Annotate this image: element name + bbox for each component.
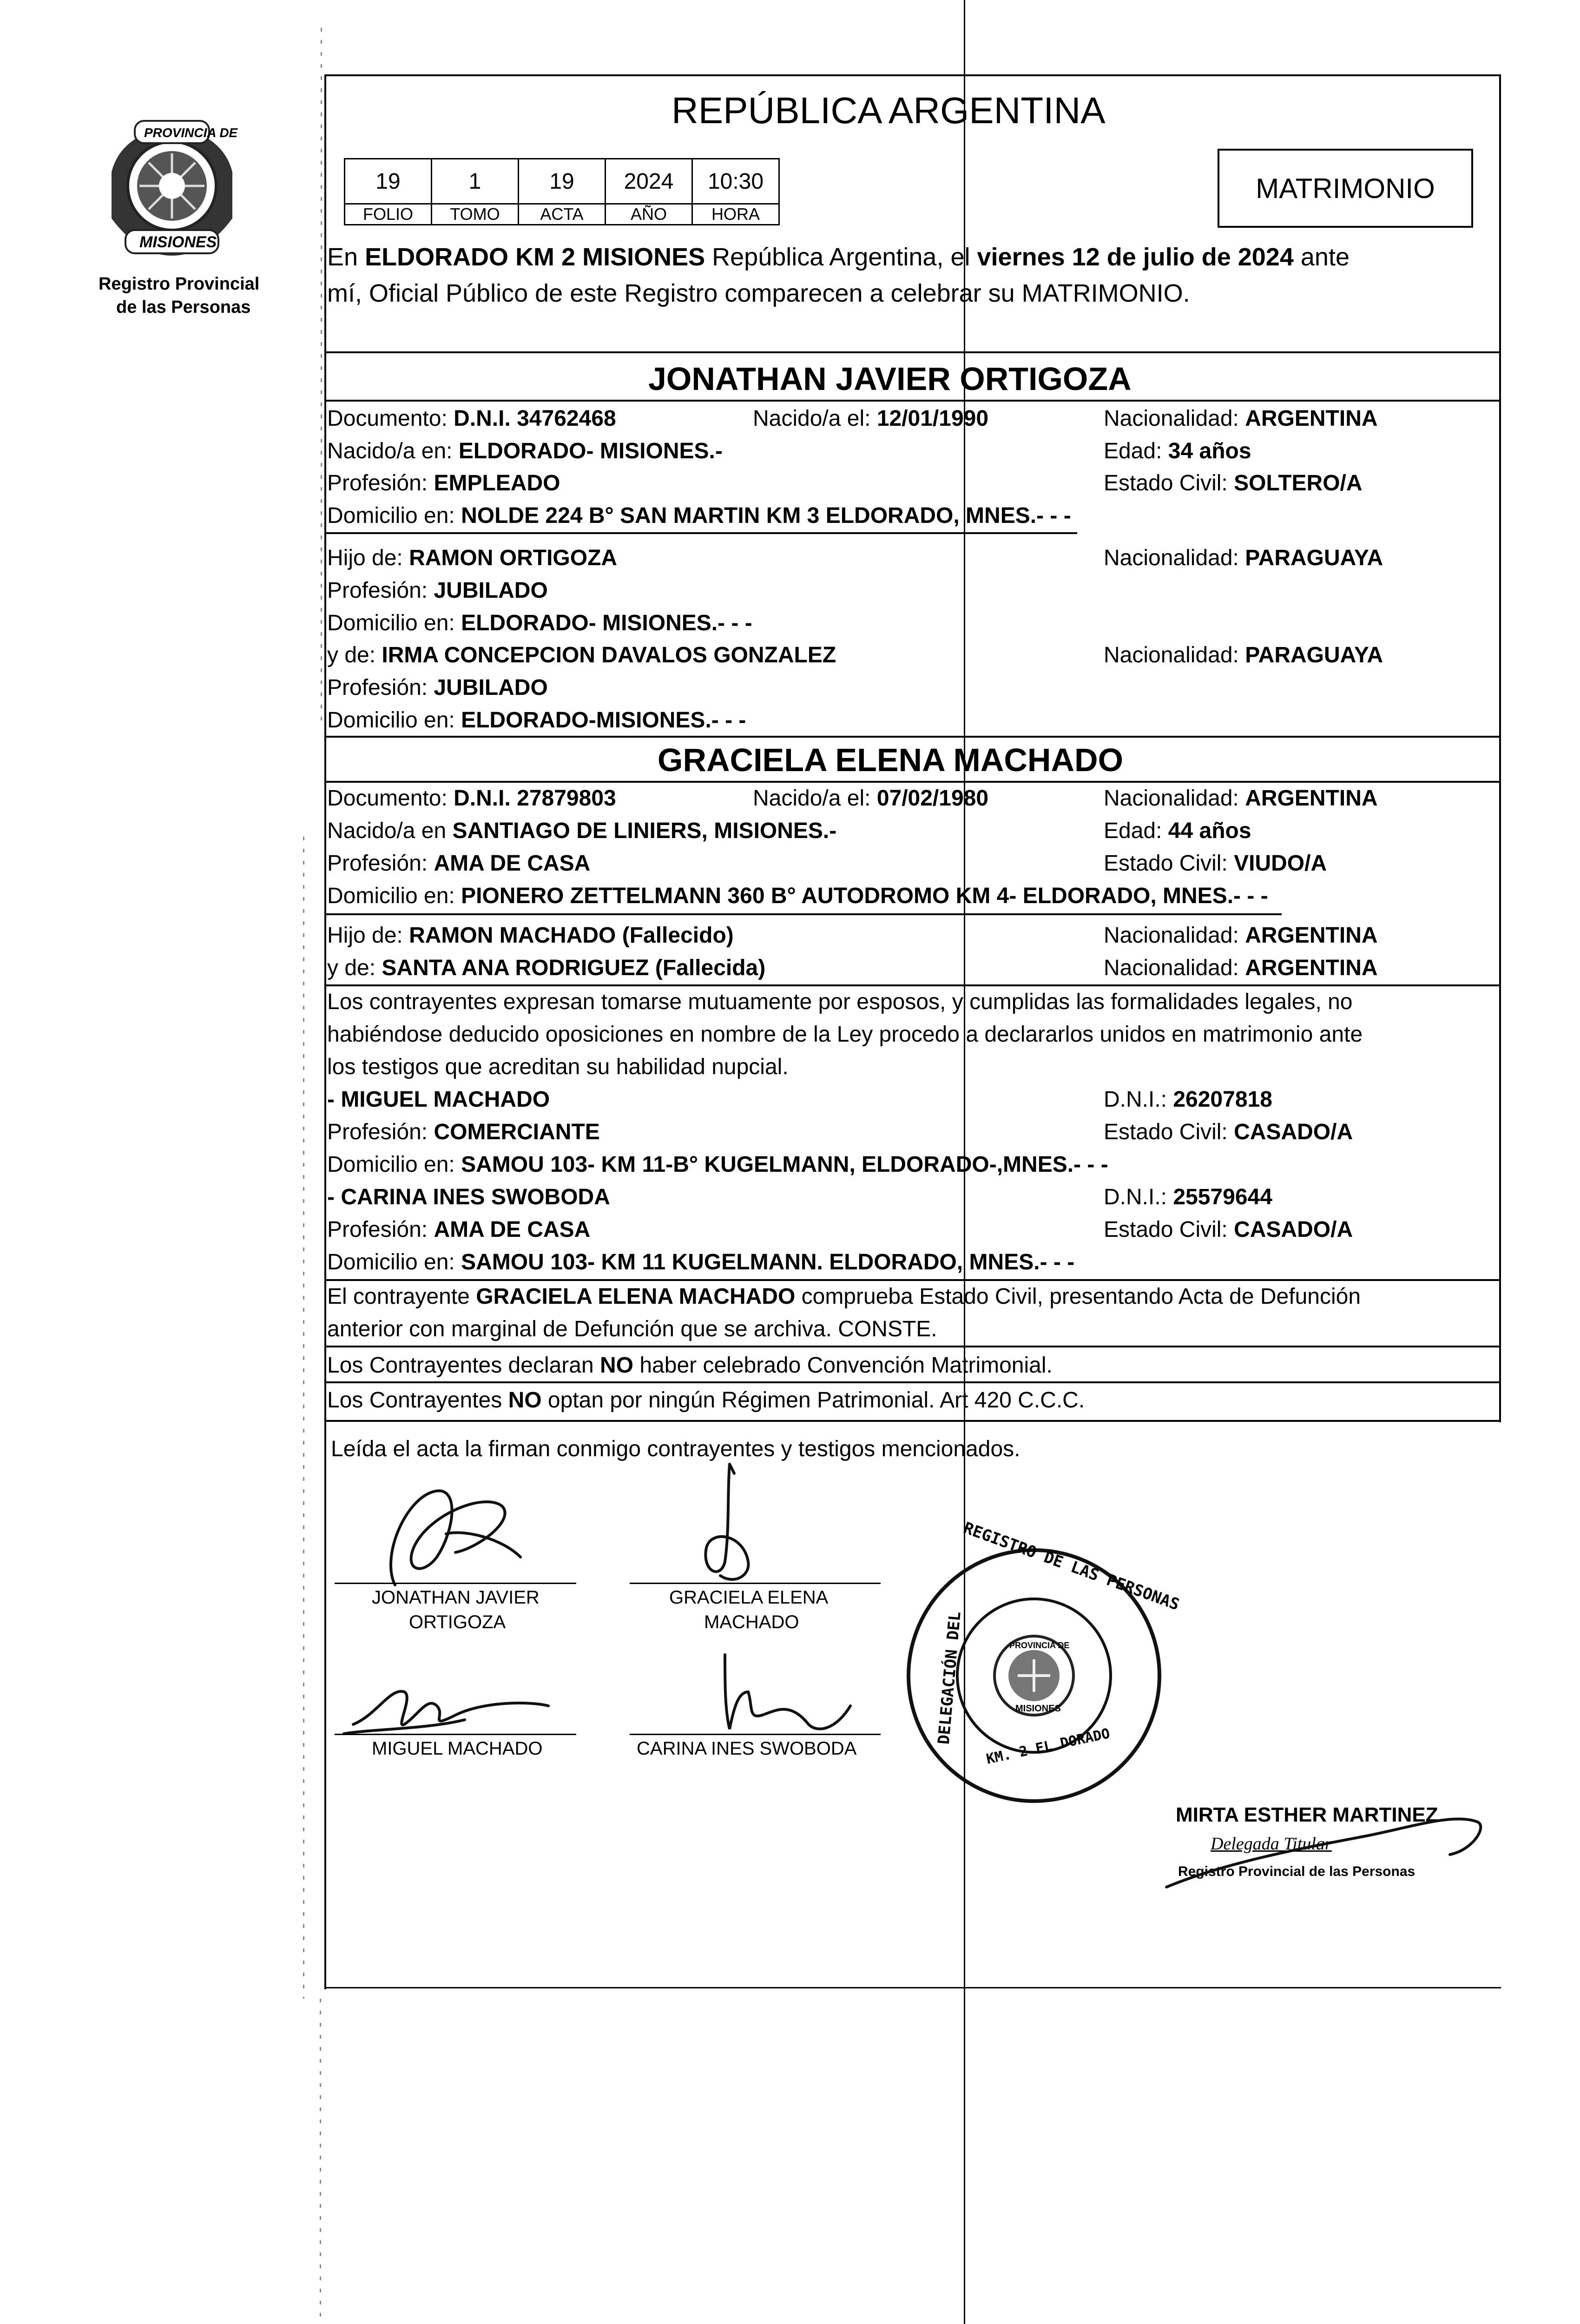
seal-ring-bottom: KM. 2 EL DORADO <box>985 1725 1112 1768</box>
bride-name: GRACIELA ELENA MACHADO <box>658 742 1124 778</box>
record-type-box: MATRIMONIO <box>1218 149 1473 228</box>
regime-line-1: Los Contrayentes declaran NO haber celebrado Convención Matrimonial. <box>327 1353 1053 1378</box>
groom-civil-row: Estado Civil: SOLTERO/A <box>1104 471 1363 495</box>
bride-nationality: ARGENTINA <box>1245 786 1378 811</box>
witness1-civil-row: Estado Civil: CASADO/A <box>1104 1120 1353 1144</box>
regime-no-1: NO <box>600 1353 634 1378</box>
seal-center-top: PROVINCIA DE <box>1009 1641 1070 1650</box>
groom-domicile-rule <box>324 532 1077 534</box>
bride-profession-row: Profesión: AMA DE CASA <box>327 851 591 876</box>
groom-father-name: RAMON ORTIGOZA <box>409 546 618 570</box>
bride-domicile: PIONERO ZETTELMANN 360 B° AUTODROMO KM 4- ELDORADO, MNES.- - - <box>461 884 1268 908</box>
intro-text-3: ante <box>1293 243 1350 271</box>
civil-note-name: GRACIELA ELENA MACHADO <box>476 1284 796 1309</box>
bride-age-row: Edad: 44 años <box>1104 819 1251 843</box>
groom-nationality: ARGENTINA <box>1245 406 1378 431</box>
bride-doc-row: Documento: D.N.I. 27879803 <box>327 786 616 811</box>
groom-mother-name: IRMA CONCEPCION DAVALOS GONZALEZ <box>382 643 836 667</box>
groom-doc-row: Documento: D.N.I. 34762468 <box>327 406 616 431</box>
groom-mother-nationality: PARAGUAYA <box>1245 643 1383 667</box>
document-title: REPÚBLICA ARGENTINA <box>672 90 1106 131</box>
bride-birthplace: SANTIAGO DE LINIERS, MISIONES.- <box>452 819 837 843</box>
closing-text: Leída el acta la firman conmigo contrayentes y testigos mencionados. <box>331 1437 1020 1461</box>
groom-age: 34 años <box>1168 439 1251 463</box>
groom-signature-line <box>335 1583 576 1584</box>
tomo-label: TOMO <box>431 203 519 225</box>
bride-top-rule <box>324 736 1501 738</box>
witness2-name: - CARINA INES SWOBODA <box>327 1185 610 1209</box>
bride-signature-name-1: GRACIELA ELENA <box>669 1587 829 1608</box>
witness2-signature-line <box>630 1734 881 1735</box>
intro-text-1: En <box>327 243 365 271</box>
acta-value: 19 <box>518 158 606 205</box>
bride-age: 44 años <box>1168 819 1251 843</box>
registry-line-2: de las Personas <box>116 297 251 317</box>
logo-text-bottom: MISIONES <box>139 233 217 251</box>
logo-text-top: PROVINCIA DE <box>144 125 238 140</box>
bride-father-row: Hijo de: RAMON MACHADO (Fallecido) <box>327 923 734 948</box>
groom-age-row: Edad: 34 años <box>1104 439 1251 463</box>
groom-birthplace: ELDORADO- MISIONES.- <box>458 439 723 463</box>
witness2-signature <box>697 1636 874 1743</box>
registry-line-1: Registro Provincial <box>99 274 260 294</box>
groom-father-prof-row: Profesión: JUBILADO <box>327 578 548 603</box>
witness2-civil-row: Estado Civil: CASADO/A <box>1104 1217 1353 1242</box>
bride-born-in-row: Nacido/a en SANTIAGO DE LINIERS, MISIONES.- <box>327 819 837 843</box>
witness1-signature-name: MIGUEL MACHADO <box>372 1738 543 1759</box>
bride-dni: D.N.I. 27879803 <box>454 786 616 811</box>
intro-place: ELDORADO KM 2 MISIONES <box>365 243 705 271</box>
witness2-dni-row: D.N.I.: 25579644 <box>1104 1185 1272 1209</box>
bride-father-nationality: ARGENTINA <box>1245 923 1378 948</box>
ano-label: AÑO <box>605 203 693 225</box>
regime-top-rule <box>324 1346 1501 1347</box>
regime-mid-rule <box>324 1381 1501 1383</box>
witness1-profession-row: Profesión: COMERCIANTE <box>327 1120 600 1144</box>
witness2-domicile: SAMOU 103- KM 11 KUGELMANN. ELDORADO, MNES.- - - <box>461 1250 1075 1274</box>
groom-top-rule <box>324 351 1501 353</box>
frame-right <box>1499 74 1501 1422</box>
registry-seal <box>902 1519 1182 1808</box>
bride-mother-row: y de: SANTA ANA RODRIGUEZ (Fallecida) <box>327 956 766 980</box>
bride-profession: AMA DE CASA <box>434 851 591 876</box>
groom-domicile-row: Domicilio en: NOLDE 224 B° SAN MARTIN KM 3 ELDORADO, MNES.- - - <box>327 503 1071 528</box>
groom-nationality-row: Nacionalidad: ARGENTINA <box>1104 406 1378 431</box>
civil-note-top-rule <box>324 1279 1501 1281</box>
groom-profession-row: Profesión: EMPLEADO <box>327 471 560 495</box>
folio-value: 19 <box>344 158 432 205</box>
acta-label: ACTA <box>518 203 606 225</box>
bride-name-rule <box>324 781 1501 783</box>
groom-birth-date: 12/01/1990 <box>876 406 989 431</box>
groom-dni: D.N.I. 34762468 <box>454 406 616 431</box>
groom-mother-profession: JUBILADO <box>434 675 548 700</box>
witness2-profession-row: Profesión: AMA DE CASA <box>327 1217 591 1242</box>
left-margin-dash <box>303 837 304 1999</box>
stamp-official-name: MIRTA ESTHER MARTINEZ <box>1176 1803 1438 1826</box>
witness2-signature-name: CARINA INES SWOBODA <box>637 1738 857 1759</box>
frame-bottom <box>324 1987 1501 1988</box>
declaration-top-rule <box>324 984 1501 986</box>
folio-label: FOLIO <box>344 203 432 225</box>
regime-line-2: Los Contrayentes NO optan por ningún Régimen Patrimonial. Art 420 C.C.C. <box>327 1388 1085 1413</box>
hora-label: HORA <box>691 203 780 225</box>
groom-father-profession: JUBILADO <box>434 578 548 603</box>
seal-center-bottom: MISIONES <box>1015 1703 1061 1714</box>
witness1-dni: 26207818 <box>1173 1087 1272 1112</box>
tomo-value: 1 <box>431 158 519 205</box>
bride-father-name: RAMON MACHADO (Fallecido) <box>409 923 734 948</box>
witness1-profession: COMERCIANTE <box>434 1120 600 1144</box>
bride-civil-row: Estado Civil: VIUDO/A <box>1104 851 1327 876</box>
bride-signature <box>683 1455 776 1594</box>
frame-left <box>324 74 326 1989</box>
civil-note-line-2: anterior con marginal de Defunción que se archiva. CONSTE. <box>327 1317 937 1341</box>
misiones-logo <box>93 116 251 260</box>
witness1-name: - MIGUEL MACHADO <box>327 1087 550 1112</box>
groom-born-on-row: Nacido/a el: 12/01/1990 <box>753 406 989 431</box>
groom-mother-dom-row: Domicilio en: ELDORADO-MISIONES.- - - <box>327 708 746 733</box>
intro-date: viernes 12 de julio de 2024 <box>977 243 1294 271</box>
witness2-domicile-row: Domicilio en: SAMOU 103- KM 11 KUGELMANN. ELDORADO, MNES.- - - <box>327 1250 1075 1274</box>
frame-top <box>324 74 1501 76</box>
groom-father-domicile: ELDORADO- MISIONES.- - - <box>461 611 752 635</box>
witness2-civil-status: CASADO/A <box>1234 1217 1353 1242</box>
bride-signature-line <box>630 1583 881 1584</box>
regime-no-2: NO <box>508 1388 542 1413</box>
groom-father-nat-row: Nacionalidad: PARAGUAYA <box>1104 546 1383 570</box>
civil-note-line-1: El contrayente GRACIELA ELENA MACHADO comprueba Estado Civil, presentando Acta de Defunción <box>327 1284 1361 1309</box>
bride-birth-date: 07/02/1980 <box>876 786 989 811</box>
seal-ring-text: REGISTRO DE LAS PERSONAS <box>961 1519 1182 1614</box>
groom-born-in-row: Nacido/a en: ELDORADO- MISIONES.- <box>327 439 723 463</box>
bride-father-nat-row: Nacionalidad: ARGENTINA <box>1104 923 1378 948</box>
stamp-official-role: Delegada Titular <box>1211 1834 1332 1854</box>
bride-signature-name-2: MACHADO <box>704 1612 799 1632</box>
intro-line-1 <box>327 243 1350 271</box>
groom-civil-status: SOLTERO/A <box>1234 471 1363 495</box>
groom-name: JONATHAN JAVIER ORTIGOZA <box>648 361 1132 397</box>
official-signature <box>1152 1794 1496 1906</box>
left-margin-dash <box>320 1999 321 2324</box>
groom-name-rule <box>324 400 1501 402</box>
seal-ring-left: DELEGACIÓN DEL <box>934 1611 965 1745</box>
witness1-civil-status: CASADO/A <box>1234 1120 1353 1144</box>
groom-father-row: Hijo de: RAMON ORTIGOZA <box>327 546 618 570</box>
witness2-dni: 25579644 <box>1173 1185 1272 1209</box>
declaration-line-3: los testigos que acreditan su habilidad nupcial. <box>327 1055 789 1079</box>
declaration-line-1: Los contrayentes expresan tomarse mutuamente por esposos, y cumplidas las formalidades legales, no <box>327 990 1353 1014</box>
intro-text-2: República Argentina, el <box>705 243 977 271</box>
groom-profession: EMPLEADO <box>434 471 560 495</box>
intro-line-2: mí, Oficial Público de este Registro comparecen a celebrar su MATRIMONIO. <box>327 279 1190 307</box>
bride-domicile-rule <box>324 913 1282 915</box>
groom-mother-nat-row: Nacionalidad: PARAGUAYA <box>1104 643 1383 667</box>
groom-mother-domicile: ELDORADO-MISIONES.- - - <box>461 708 746 733</box>
witness2-profession: AMA DE CASA <box>434 1217 591 1242</box>
groom-signature-name-2: ORTIGOZA <box>409 1612 506 1632</box>
witness1-domicile-row: Domicilio en: SAMOU 103- KM 11-B° KUGELMANN, ELDORADO-,MNES.- - - <box>327 1152 1108 1177</box>
hora-value: 10:30 <box>691 158 780 205</box>
bride-mother-name: SANTA ANA RODRIGUEZ (Fallecida) <box>382 956 766 980</box>
groom-domicile: NOLDE 224 B° SAN MARTIN KM 3 ELDORADO, MNES.- - - <box>461 503 1071 528</box>
groom-mother-prof-row: Profesión: JUBILADO <box>327 675 548 700</box>
regime-bottom-rule <box>324 1420 1501 1422</box>
groom-father-dom-row: Domicilio en: ELDORADO- MISIONES.- - - <box>327 611 752 635</box>
witness1-signature-line <box>335 1734 576 1735</box>
bride-nationality-row: Nacionalidad: ARGENTINA <box>1104 786 1378 811</box>
bride-civil-status: VIUDO/A <box>1234 851 1327 876</box>
witness1-dni-row: D.N.I.: 26207818 <box>1104 1087 1272 1112</box>
ano-value: 2024 <box>605 158 693 205</box>
groom-father-nationality: PARAGUAYA <box>1245 546 1383 570</box>
groom-mother-row: y de: IRMA CONCEPCION DAVALOS GONZALEZ <box>327 643 836 667</box>
bride-domicile-row: Domicilio en: PIONERO ZETTELMANN 360 B° AUTODROMO KM 4- ELDORADO, MNES.- - - <box>327 884 1268 908</box>
bride-mother-nationality: ARGENTINA <box>1245 956 1378 980</box>
left-margin-dash <box>321 28 322 725</box>
witness1-domicile: SAMOU 103- KM 11-B° KUGELMANN, ELDORADO-,MNES.- - - <box>461 1152 1108 1177</box>
bride-mother-nat-row: Nacionalidad: ARGENTINA <box>1104 956 1378 980</box>
bride-born-on-row: Nacido/a el: 07/02/1980 <box>753 786 989 811</box>
stamp-organization: Registro Provincial de las Personas <box>1178 1864 1415 1879</box>
groom-signature-name-1: JONATHAN JAVIER <box>372 1587 540 1608</box>
declaration-line-2: habiéndose deducido oposiciones en nombre de la Ley procedo a declararlos unidos en matrimonio ante <box>327 1022 1363 1047</box>
